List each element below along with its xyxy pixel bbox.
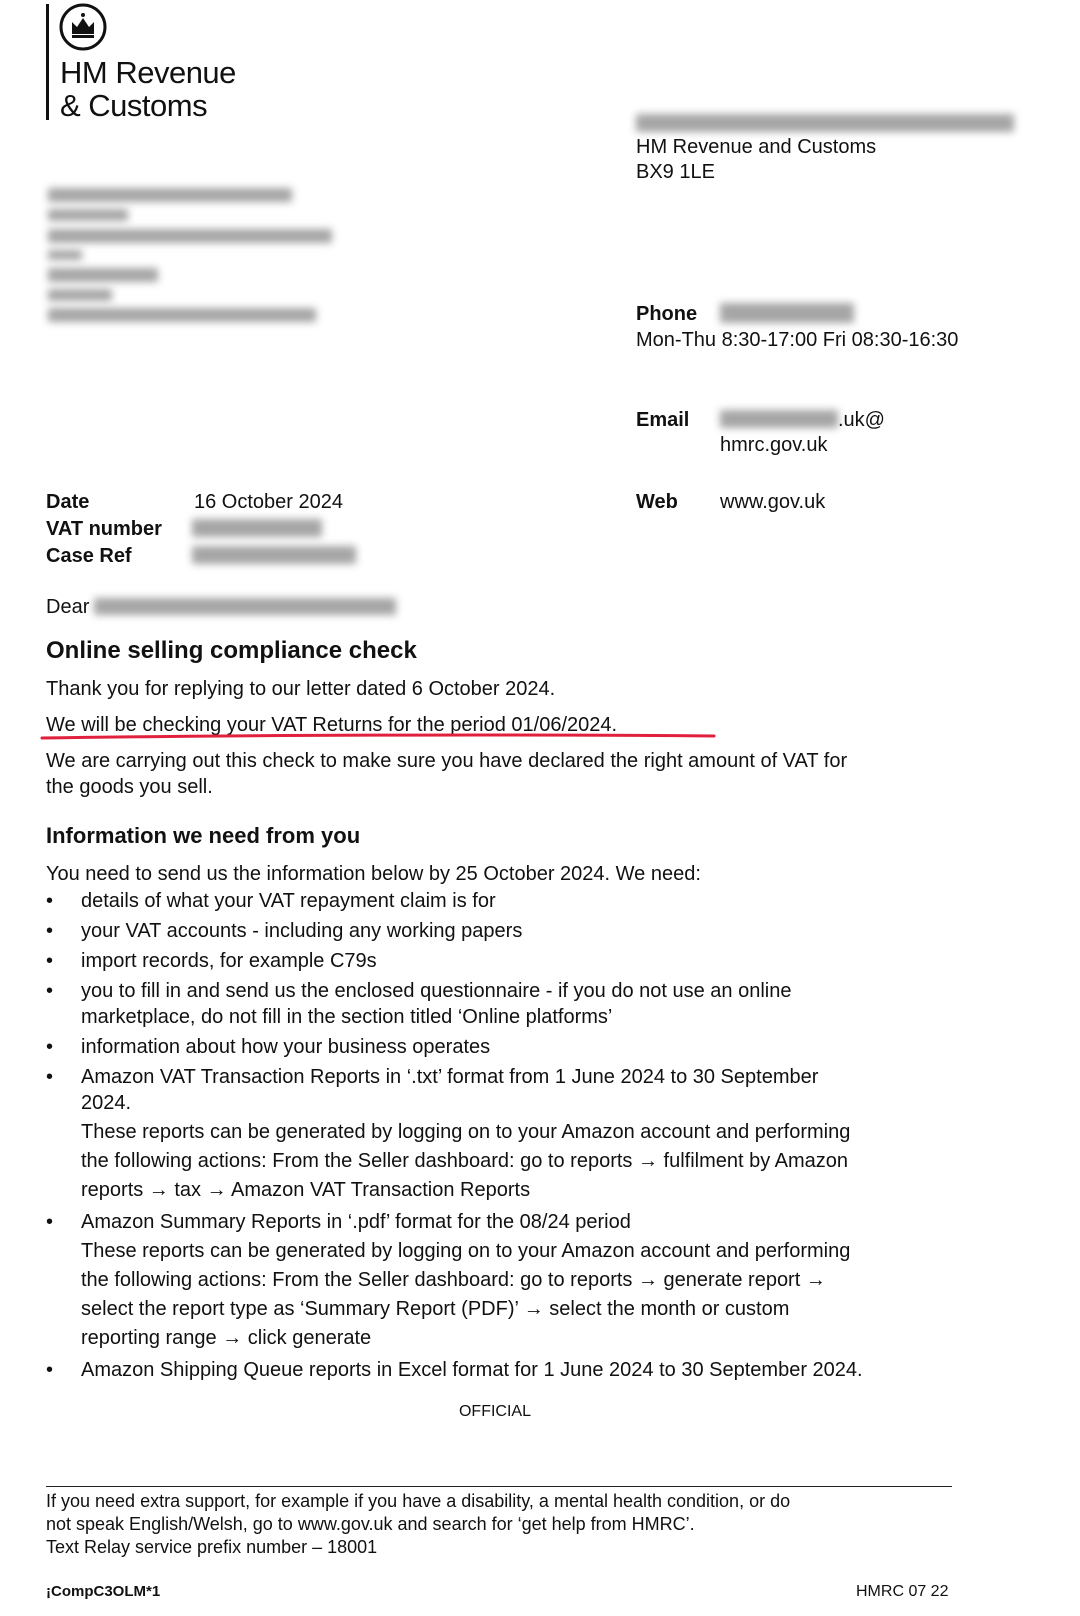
list-item-text: 2024. — [81, 1092, 132, 1114]
case-ref-redacted — [192, 546, 356, 564]
form-reference: HMRC 07 22 — [856, 1583, 949, 1600]
email-local-redacted — [720, 410, 838, 428]
list-item-text: your VAT accounts - including any working papers — [81, 920, 523, 942]
web-value: www.gov.uk — [720, 491, 826, 513]
recipient-name-redacted — [94, 598, 396, 615]
email-suffix: .uk@ — [838, 409, 885, 431]
list-item — [46, 1064, 946, 1205]
list-item — [46, 1034, 946, 1060]
email-domain: hmrc.gov.uk — [720, 434, 828, 456]
letter-title: Online selling compliance check — [46, 637, 417, 664]
paragraph-purpose — [46, 748, 847, 800]
list-item-subtext: reports → tax → Amazon VAT Transaction Reports — [81, 1179, 531, 1201]
list-item — [46, 978, 946, 1030]
email-label: Email — [636, 409, 690, 431]
list-item-text: import records, for example C79s — [81, 950, 377, 972]
list-item-subtext: These reports can be generated by logging on to your Amazon account and performing — [81, 1121, 851, 1143]
paragraph-reply: Thank you for replying to our letter dated 6 October 2024. — [46, 678, 556, 700]
paragraph-purpose-line-1: We are carrying out this check to make sure you have declared the right amount of VAT for — [46, 750, 848, 772]
list-item — [46, 1209, 946, 1353]
paragraph-period: We will be checking your VAT Returns for the period 01/06/2024. — [46, 714, 618, 736]
list-item-subtext: the following actions: From the Seller dashboard: go to reports → generate report → — [81, 1269, 826, 1291]
case-ref-label: Case Ref — [46, 545, 132, 567]
list-item-subtext: the following actions: From the Seller dashboard: go to reports → fulfilment by Amazon — [81, 1150, 849, 1172]
vat-number-redacted — [192, 519, 322, 537]
date-value: 16 October 2024 — [194, 491, 343, 513]
salutation: Dear — [46, 596, 90, 618]
hmrc-logo — [60, 56, 236, 122]
list-item-subtext: select the report type as ‘Summary Report (PDF)’ → select the month or custom — [81, 1298, 790, 1320]
list-item-text: • Amazon VAT Transaction Reports in ‘.txt’ format from 1 June 2024 to 30 September — [81, 1066, 819, 1088]
redacted-department — [636, 114, 1014, 132]
phone-number-redacted — [720, 303, 854, 323]
footer-line-1: If you need extra support, for example if you have a disability, a mental health condition, or do — [46, 1491, 791, 1511]
list-item — [46, 1357, 946, 1383]
office-hours: Mon-Thu 8:30-17:00 Fri 08:30-16:30 — [636, 329, 959, 351]
list-item-text: Amazon Shipping Queue reports in Excel format for 1 June 2024 to 30 September 2024. — [81, 1359, 863, 1381]
list-item-text: • Amazon Summary Reports in ‘.pdf’ format for the 08/24 period — [81, 1211, 631, 1233]
footer-line-3: Text Relay service prefix number – 18001 — [46, 1537, 378, 1557]
logo-line-2: & Customs — [60, 88, 208, 123]
logo-divider — [46, 4, 49, 120]
list-item-text: • you to fill in and send us the enclosed questionnaire - if you do not use an online — [81, 980, 792, 1002]
paragraph-purpose-line-2: the goods you sell. — [46, 776, 213, 798]
support-footer — [46, 1490, 790, 1559]
list-item-text: information about how your business operates — [81, 1036, 491, 1058]
section-intro: You need to send us the information below by 25 October 2024. We need: — [46, 863, 701, 885]
list-item-subtext: reporting range → click generate — [81, 1327, 372, 1349]
sender-postcode: BX9 1LE — [636, 161, 715, 183]
list-item — [46, 918, 946, 944]
royal-crest-icon — [58, 2, 108, 52]
document-barcode-text: ¡CompC3OLM*1 — [46, 1583, 161, 1600]
classification-marking: OFFICIAL — [458, 1403, 531, 1420]
phone-label: Phone — [636, 303, 698, 325]
sender-name: HM Revenue and Customs — [636, 136, 877, 158]
list-item-subtext: These reports can be generated by logging on to your Amazon account and performing — [81, 1240, 851, 1262]
red-underline-annotation — [40, 730, 716, 744]
list-item-text: marketplace, do not fill in the section titled ‘Online platforms’ — [81, 1006, 613, 1028]
footer-divider — [46, 1486, 952, 1487]
list-item — [46, 888, 946, 914]
logo-line-1: HM Revenue — [60, 55, 236, 90]
requirements-list — [46, 888, 946, 1387]
date-label: Date — [46, 491, 90, 513]
section-title: Information we need from you — [46, 823, 361, 848]
vat-number-label: VAT number — [46, 518, 162, 540]
list-item-text: details of what your VAT repayment claim is for — [81, 890, 496, 912]
list-item — [46, 948, 946, 974]
footer-line-2: not speak English/Welsh, go to www.gov.uk and search for ‘get help from HMRC’. — [46, 1514, 695, 1534]
web-label: Web — [636, 491, 678, 513]
